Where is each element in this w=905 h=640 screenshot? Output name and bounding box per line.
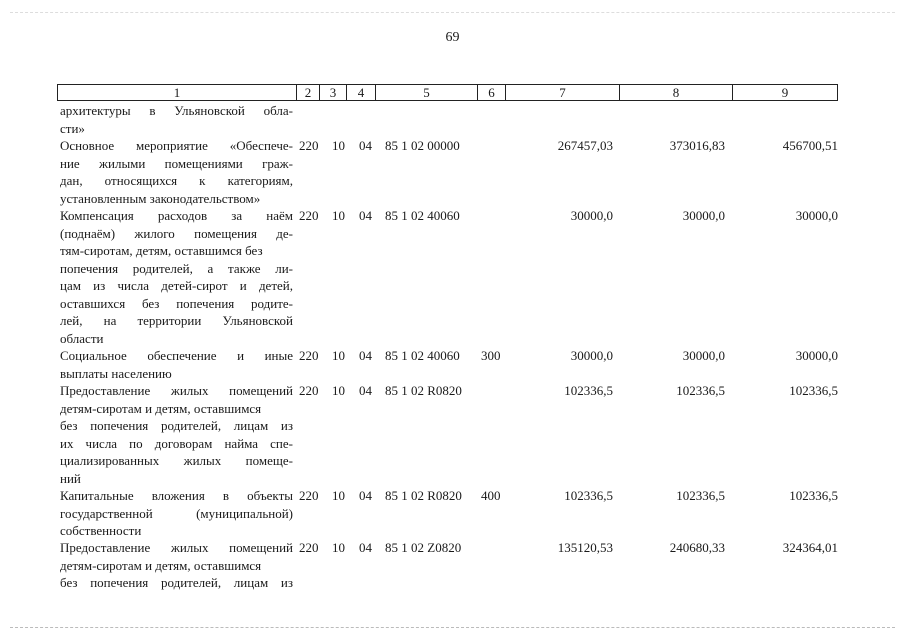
header-col-9: 9 — [781, 85, 789, 100]
cell-expense-type: 400 — [481, 488, 501, 503]
header-col-4: 4 — [347, 85, 376, 100]
description-line: Основное мероприятие «Обеспече- — [60, 138, 293, 153]
cell-ministry: 220 — [299, 488, 319, 503]
description-line: Капитальные вложения в объекты — [60, 488, 293, 503]
cell-amount-col7: 267457,03 — [557, 138, 613, 153]
cell-section: 10 — [332, 540, 345, 555]
cell-expense-type: 300 — [481, 348, 501, 363]
cell-ministry: 220 — [299, 383, 319, 398]
description-line: Предоставление жилых помещений — [60, 383, 293, 398]
cell-amount-col8: 373016,83 — [669, 138, 725, 153]
description-line: их числа по договорам найма спе- — [60, 435, 293, 451]
cell-section: 10 — [332, 208, 345, 223]
cell-amount-col7: 102336,5 — [564, 383, 613, 398]
scan-bottom-edge — [10, 627, 895, 628]
description-line: ний — [60, 470, 81, 486]
description-line: без попечения родителей, лицам из — [60, 575, 293, 590]
cell-amount-col7: 30000,0 — [570, 208, 613, 223]
cell-amount-col9: 102336,5 — [789, 488, 838, 503]
header-col-5: 5 — [376, 85, 478, 100]
description-line: дан, относящихся к категориям, — [60, 173, 293, 188]
cell-ministry: 220 — [299, 348, 319, 363]
cell-ministry: 220 — [299, 540, 319, 555]
row-description — [60, 487, 293, 540]
description-line: циализированных жилых помеще- — [60, 453, 293, 468]
header-col-8: 8 — [620, 85, 733, 100]
description-line: сти» — [60, 120, 85, 136]
cell-amount-col8: 102336,5 — [676, 488, 725, 503]
cell-amount-col9: 324364,01 — [782, 540, 838, 555]
description-line: лей, на территории Ульяновской — [60, 313, 293, 328]
header-col-3: 3 — [320, 85, 347, 100]
description-line: государственной (муниципальной) — [60, 505, 293, 521]
row-description — [60, 102, 293, 137]
header-col-6: 6 — [478, 85, 506, 100]
cell-subsection: 04 — [359, 540, 372, 555]
cell-section: 10 — [332, 383, 345, 398]
cell-section: 10 — [332, 348, 345, 363]
cell-subsection: 04 — [359, 348, 372, 363]
table-header-row — [57, 84, 838, 101]
cell-subsection: 04 — [359, 488, 372, 503]
description-line: детям-сиротам и детям, оставшимся — [60, 557, 262, 573]
scan-top-edge — [10, 12, 895, 13]
row-description — [60, 137, 293, 207]
cell-amount-col9: 456700,51 — [782, 138, 838, 153]
description-line: Социальное обеспечение и иные — [60, 348, 293, 363]
row-description — [60, 347, 293, 382]
cell-section: 10 — [332, 138, 345, 153]
row-description — [60, 539, 293, 592]
description-line: архитектуры в Ульяновской обла- — [60, 103, 293, 118]
cell-target-article: 85 1 02 40060 — [385, 208, 460, 223]
header-col-7: 7 — [506, 85, 620, 100]
cell-amount-col8: 240680,33 — [669, 540, 725, 555]
description-line: цам из числа детей-сирот и детей, — [60, 278, 293, 293]
cell-ministry: 220 — [299, 208, 319, 223]
cell-target-article: 85 1 02 R0820 — [385, 488, 462, 503]
cell-ministry: 220 — [299, 138, 319, 153]
cell-amount-col7: 135120,53 — [557, 540, 613, 555]
description-line: собственности — [60, 523, 142, 538]
row-description — [60, 382, 293, 487]
cell-target-article: 85 1 02 40060 — [385, 348, 460, 363]
description-line: области — [60, 330, 104, 346]
description-line: установленным законодательством» — [60, 190, 261, 206]
cell-target-article: 85 1 02 R0820 — [385, 383, 462, 398]
cell-amount-col9: 30000,0 — [795, 208, 838, 223]
description-line: выплаты населению — [60, 365, 172, 381]
cell-target-article: 85 1 02 Z0820 — [385, 540, 462, 555]
cell-amount-col8: 30000,0 — [682, 348, 725, 363]
description-line: (поднаём) жилого помещения де- — [60, 225, 293, 241]
description-line: тям-сиротам, детям, оставшимся без — [60, 243, 263, 258]
cell-amount-col7: 30000,0 — [570, 348, 613, 363]
cell-amount-col8: 102336,5 — [676, 383, 725, 398]
row-description — [60, 207, 293, 347]
cell-subsection: 04 — [359, 138, 372, 153]
header-col-2: 2 — [297, 85, 320, 100]
cell-target-article: 85 1 02 00000 — [385, 138, 460, 153]
cell-subsection: 04 — [359, 383, 372, 398]
description-line: детям-сиротам и детям, оставшимся — [60, 400, 262, 416]
description-line: Предоставление жилых помещений — [60, 540, 293, 555]
cell-amount-col9: 30000,0 — [795, 348, 838, 363]
cell-section: 10 — [332, 488, 345, 503]
description-line: Компенсация расходов за наём — [60, 208, 293, 223]
cell-amount-col7: 102336,5 — [564, 488, 613, 503]
description-line: оставшихся без попечения родите- — [60, 295, 293, 311]
cell-amount-col9: 102336,5 — [789, 383, 838, 398]
cell-subsection: 04 — [359, 208, 372, 223]
page-number: 69 — [445, 30, 460, 45]
description-line: попечения родителей, а также ли- — [60, 260, 293, 276]
description-line: без попечения родителей, лицам из — [60, 418, 293, 433]
description-line: ние жилыми помещениями граж- — [60, 155, 293, 171]
header-col-1: 1 — [58, 85, 297, 100]
cell-amount-col8: 30000,0 — [682, 208, 725, 223]
